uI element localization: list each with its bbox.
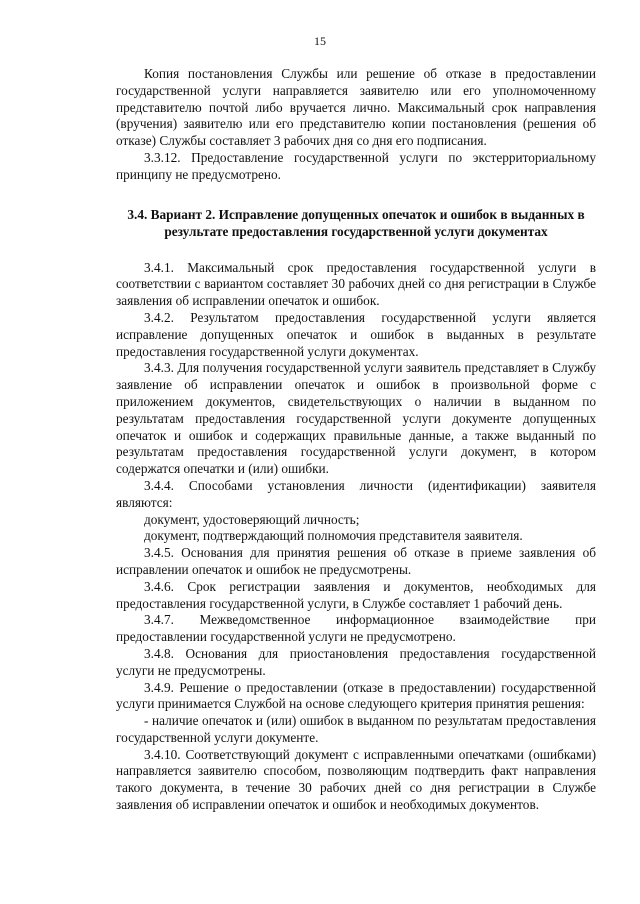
paragraph-3-4-7: 3.4.7. Межведомственное информационное взаимодействие при предоставлении государственной услуги не предусмотрено. [116,612,596,645]
paragraph-3-4-5: 3.4.5. Основания для принятия решения об отказе в приеме заявления об исправлении опечаток и ошибок не предусмотрены. [116,545,596,577]
paragraph-3-4-10: 3.4.10. Соответствующий документ с исправленными опечатками (ошибками) направляется заявителю способом, позволяющим подтвердить факт направления такого документа, в течение 30 рабочих дней со дня регистрации в Службе заявления об исправлении опечаток и ошибок и необходимых документов. [116,746,596,813]
paragraph-3-4-8: 3.4.8. Основания для приостановления предоставления государственной услуги не предусмотрены. [116,645,596,678]
paragraph-3-3-12: 3.3.12. Предоставление государственной услуги по экстерриториальному принципу не предусмотрено. [116,149,596,182]
paragraph-3-4-1: 3.4.1. Максимальный срок предоставления государственной услуги в соответствии с вариантом составляет 30 рабочих дней со дня регистрации в Службе заявления об исправлении опечаток и ошибок. [116,259,596,309]
section-heading-3-4: 3.4. Вариант 2. Исправление допущенных опечаток и ошибок в выданных в результате предоставления государственной услуги документах [127,206,585,239]
paragraph-3-4-4: 3.4.4. Способами установления личности (идентификации) заявителя являются: [116,477,596,510]
paragraph-copy-of-resolution: Копия постановления Службы или решение об отказе в предоставлении государственной услуги направляется заявителю или его уполномоченному представителю почтой либо вручается лично. Максимальный срок направления (вручения) заявителю или его представителю копии постановления (решения об отказе) Службы составляет 3 рабочих дня со дня его подписания. [116,66,596,149]
list-item-identity-document: документ, удостоверяющий личность; [144,511,360,527]
list-item-criterion: - наличие опечаток и (или) ошибок в выданном по результатам предоставления государственной услуги документе. [116,713,596,745]
paragraph-3-4-2: 3.4.2. Результатом предоставления государственной услуги является исправление допущенных опечаток и ошибок в выданных в результате предоставления государственной услуги документах. [116,309,596,359]
paragraph-3-4-3: 3.4.3. Для получения государственной услуги заявитель представляет в Службу заявление об исправлении опечаток и ошибок в произвольной форме с приложением документов, свидетельствующих о наличии в выданном по результатам предоставления государственной услуги документе допущенных опечаток и ошибок и содержащих правильные данные, а также выданный по результатам предоставления государственной услуги документ, в котором содержатся опечатки и (или) ошибки. [116,360,596,477]
paragraph-3-4-9: 3.4.9. Решение о предоставлении (отказе в предоставлении) государственной услуги принимается Службой на основе следующего критерия принятия решения: [116,679,596,712]
paragraph-3-4-6: 3.4.6. Срок регистрации заявления и документов, необходимых для предоставления государственной услуги, в Службе составляет 1 рабочий день. [116,578,596,611]
document-body [116,66,596,814]
list-item-authority-document: документ, подтверждающий полномочия представителя заявителя. [144,528,523,544]
page-number: 15 [314,34,326,48]
